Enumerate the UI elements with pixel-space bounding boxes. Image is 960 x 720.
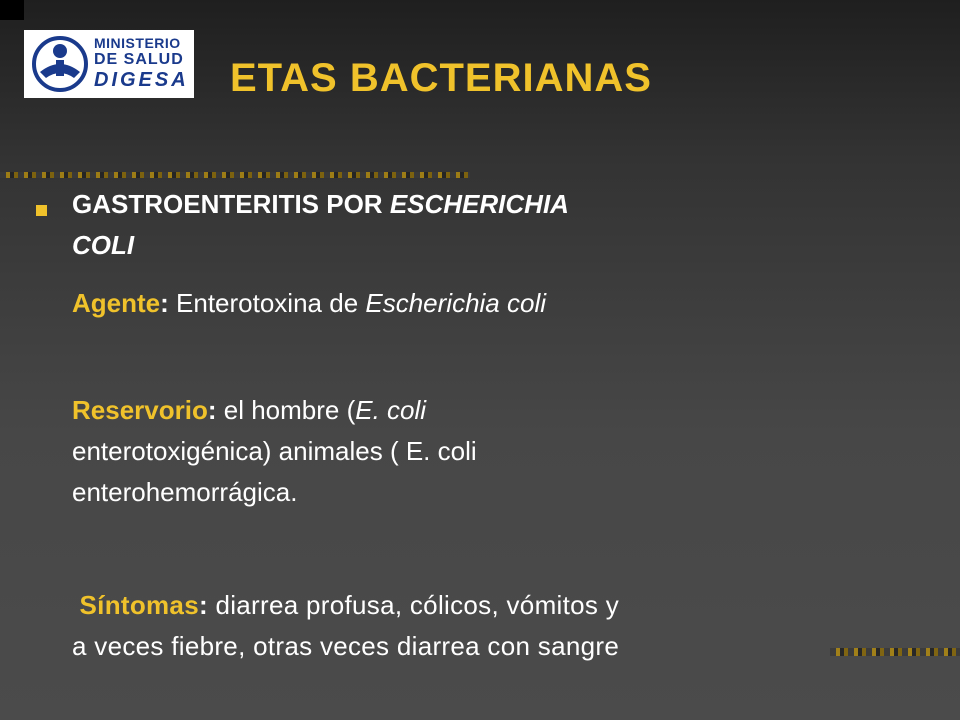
sintomas-paragraph xyxy=(72,585,852,667)
reservorio-line2: enterotoxigénica) animales ( E. coli xyxy=(72,436,477,466)
bullet-heading-italic: ESCHERICHIA xyxy=(389,189,569,219)
logo-text xyxy=(94,36,190,90)
sintomas-line2: a veces fiebre, otras veces diarrea con sangre xyxy=(72,631,620,661)
sintomas-label: Síntomas xyxy=(79,590,199,620)
ministry-logo xyxy=(24,30,194,98)
bullet-heading xyxy=(72,184,852,266)
logo-line-1: MINISTERIO xyxy=(94,35,181,51)
agente-text: Enterotoxina de xyxy=(168,288,366,318)
reservorio-line3: enterohemorrágica. xyxy=(72,477,298,507)
agente-label: Agente xyxy=(72,288,161,318)
bullet-heading-text: GASTROENTERITIS POR xyxy=(72,189,390,219)
reservorio-label: Reservorio xyxy=(72,395,208,425)
sintomas-text: diarrea profusa, cólicos, vómitos y xyxy=(207,590,620,620)
ministerio-salud-person-icon xyxy=(30,34,90,94)
logo-line-3: DIGESA xyxy=(94,69,189,91)
reservorio-paragraph xyxy=(72,390,852,513)
logo-line-2: DE SALUD xyxy=(94,51,184,68)
slide-title: ETAS BACTERIANAS xyxy=(230,56,652,100)
decorative-divider xyxy=(0,172,470,178)
reservorio-text: el hombre ( xyxy=(216,395,356,425)
reservorio-colon: : xyxy=(207,395,217,425)
agente-paragraph xyxy=(72,283,852,324)
reservorio-italic: E. coli xyxy=(355,395,427,425)
bullet-square-icon xyxy=(36,205,47,216)
agente-colon: : xyxy=(160,288,169,318)
bullet-heading-line2: COLI xyxy=(72,230,135,260)
sintomas-colon: : xyxy=(198,590,208,620)
agente-italic: Escherichia coli xyxy=(365,288,547,318)
corner-mark xyxy=(0,0,24,20)
